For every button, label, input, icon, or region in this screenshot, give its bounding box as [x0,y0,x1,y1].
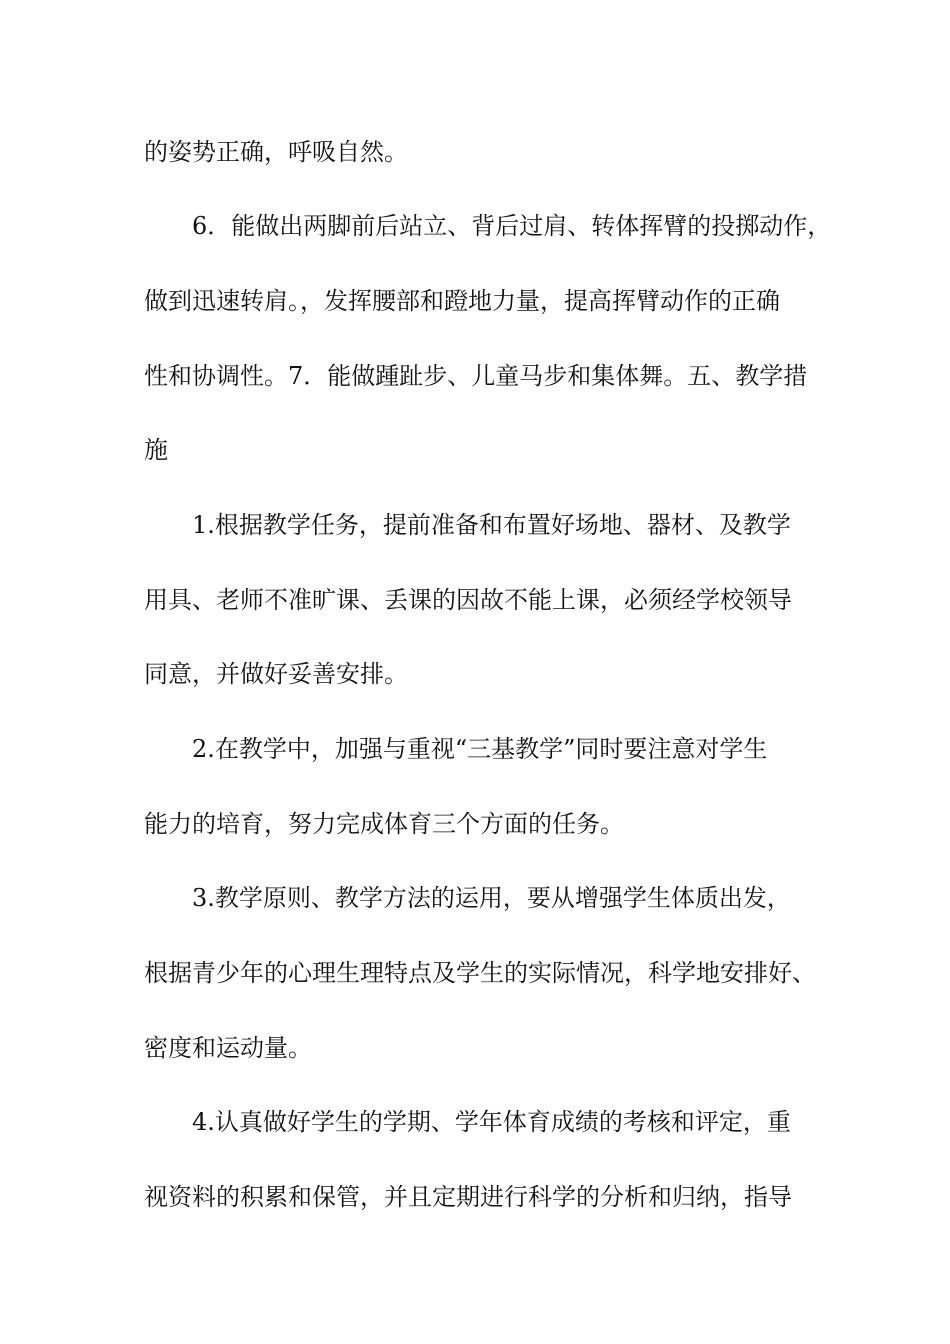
text-line: 根据青少年的心理生理特点及学生的实际情况，科学地安排好、 [144,959,816,987]
text-line: 6．能做出两脚前后站立、背后过肩、转体挥臂的投掷动作， [192,212,832,240]
text-line: 能力的培育，努力完成体育三个方面的任务。 [144,810,624,838]
text-line: 4.认真做好学生的学期、学年体育成绩的考核和评定，重 [192,1108,791,1136]
text-line: 施 [144,436,168,464]
text-line: 用具、老师不准旷课、丢课的因故不能上课，必须经学校领导 [144,586,792,614]
text-line: 2.在教学中，加强与重视“三基教学”同时要注意对学生 [192,735,768,763]
text-line: 同意，并做好妥善安排。 [144,660,408,688]
text-line: 密度和运动量。 [144,1034,312,1062]
text-line: 1.根据教学任务，提前准备和布置好场地、器材、及教学 [192,511,791,539]
text-line: 视资料的积累和保管，并且定期进行科学的分析和归纳，指导 [144,1183,792,1211]
text-line: 的姿势正确，呼吸自然。 [144,138,408,166]
text-line: 做到迅速转肩。，发挥腰部和蹬地力量，提高挥臂动作的正确 [144,287,780,315]
text-line: 性和协调性。7．能做踵趾步、儿童马步和集体舞。五、教学措 [144,362,808,390]
text-line: 3.教学原则、教学方法的运用，要从增强学生体质出发， [192,884,791,912]
